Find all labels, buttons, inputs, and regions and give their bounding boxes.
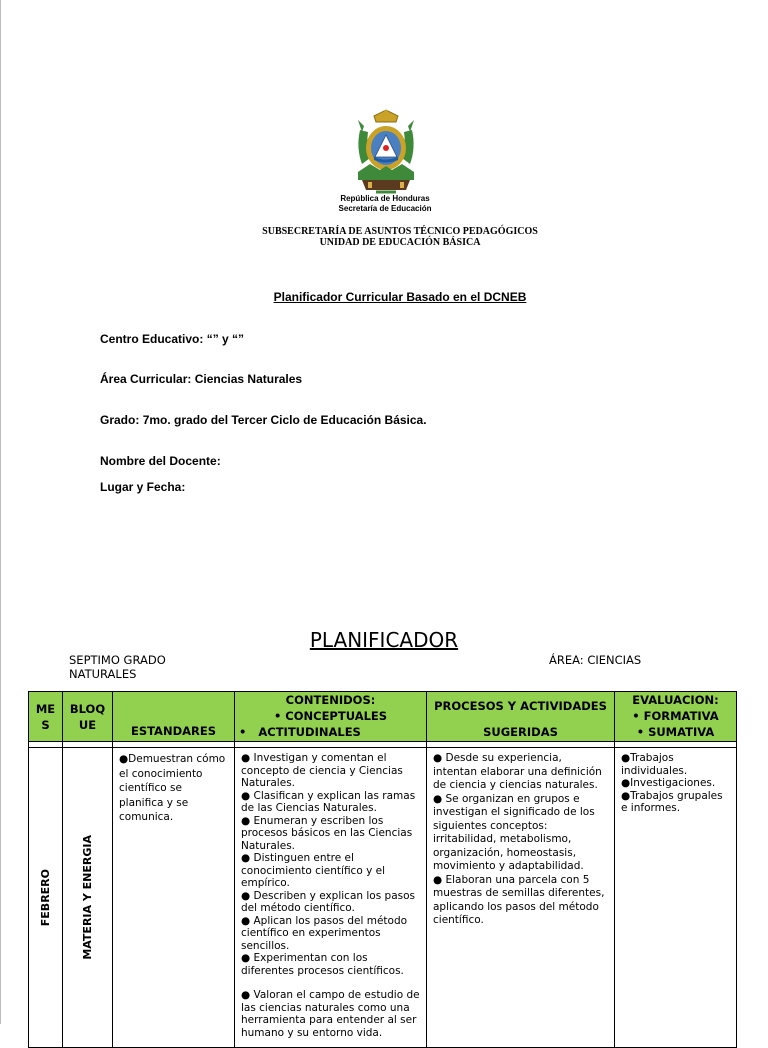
area-line: ÁREA: CIENCIAS [549, 653, 642, 667]
grado-line: SEPTIMO GRADO [69, 653, 166, 667]
lugar-field [100, 480, 185, 494]
evaluacion-item: ●Investigaciones. [621, 777, 716, 789]
docente-field [100, 454, 221, 468]
cell-mes: FEBRERO [29, 748, 63, 1048]
cell-contenidos [235, 748, 427, 1048]
table-header-row [29, 692, 737, 742]
lugar-label: Lugar y Fecha: [100, 480, 186, 494]
cell-procesos [427, 748, 615, 1048]
secretaria-label: Secretaría de Educación [338, 204, 432, 213]
contenidos-item: ● Experimentan con los diferentes procesos científicos. [241, 952, 404, 977]
planificador-title: PLANIFICADOR [309, 628, 459, 652]
evaluacion-item: ●Trabajos grupales e informes. [621, 789, 723, 814]
honduras-coat-of-arms-icon [352, 108, 420, 196]
header-mes: MES [29, 692, 63, 742]
contenidos-item: ● Enumeran y escriben los procesos básicos en las Ciencias Naturales. [241, 814, 413, 852]
subsecretaria-label: SUBSECRETARÍA DE ASUNTOS TÉCNICO PEDAGÓGICOS [262, 226, 538, 237]
contenidos-item: ● Describen y explican los pasos del método científico. [241, 889, 415, 914]
centro-value: “” y “” [206, 332, 245, 346]
unidad-label: UNIDAD DE EDUCACIÓN BÁSICA [319, 237, 481, 248]
grado-field [100, 413, 427, 427]
table-row [29, 748, 737, 1048]
centro-field [100, 332, 244, 346]
header-bloque: BLOQUE [63, 692, 113, 742]
header-procesos: PROCESOS Y ACTIVIDADES SUGERIDAS [427, 692, 615, 742]
header-estandares: ESTANDARES [113, 692, 235, 742]
republic-label: República de Honduras [340, 194, 430, 203]
planning-table [28, 691, 737, 1048]
evaluacion-item: ●Trabajos individuales. [621, 752, 688, 777]
centro-label: Centro Educativo: [100, 332, 204, 346]
contenidos-item: ● Distinguen entre el conocimiento científico y el empírico. [241, 852, 386, 889]
area-field [100, 372, 302, 386]
estandares-item: ●Demuestran cómo el conocimiento científico se planifica y se comunica. [119, 753, 226, 823]
procesos-item: ● Elaboran una parcela con 5 muestras de semillas diferentes, aplicando los pasos del método científico. [433, 873, 605, 926]
procesos-item: ● Se organizan en grupos e investigan el significado de los siguientes conceptos: irritabilidad, metabolismo, organización, homeostasis, movimiento y adaptabilidad. [433, 792, 595, 872]
grado-label: Grado: [100, 413, 140, 427]
area-value: Ciencias Naturales [194, 372, 303, 386]
document-title: Planificador Curricular Basado en el DCNEB [273, 290, 527, 304]
contenidos-item: ● Valoran el campo de estudio de las ciencias naturales como una herramienta para entender al ser humano y su entorno vida. [241, 989, 420, 1039]
docente-label: Nombre del Docente: [100, 454, 221, 468]
procesos-item: ● Desde su experiencia, intentan elaborar una definición de ciencia y ciencias naturales. [433, 752, 602, 791]
grado-value: 7mo. grado del Tercer Ciclo de Educación Básica. [142, 413, 427, 427]
contenidos-item: ● Investigan y comentan el concepto de ciencia y Ciencias Naturales. [241, 752, 403, 789]
page-edge [0, 0, 1, 1024]
cell-evaluacion [615, 748, 737, 1048]
contenidos-item: ● Aplican los pasos del método científico en experimentos sencillos. [241, 914, 408, 952]
area-line-continued: NATURALES [69, 667, 137, 681]
cell-bloque: MATERIA Y ENERGIA [63, 748, 113, 1048]
contenidos-item: ● Clasifican y explican las ramas de las Ciencias Naturales. [241, 789, 416, 814]
cell-estandares [113, 748, 235, 1048]
area-label: Área Curricular: [100, 372, 192, 386]
header-contenidos: CONTENIDOS: • CONCEPTUALES • ACTITUDINALES [235, 692, 427, 742]
header-evaluacion: EVALUACION: • FORMATIVA • SUMATIVA [615, 692, 737, 742]
